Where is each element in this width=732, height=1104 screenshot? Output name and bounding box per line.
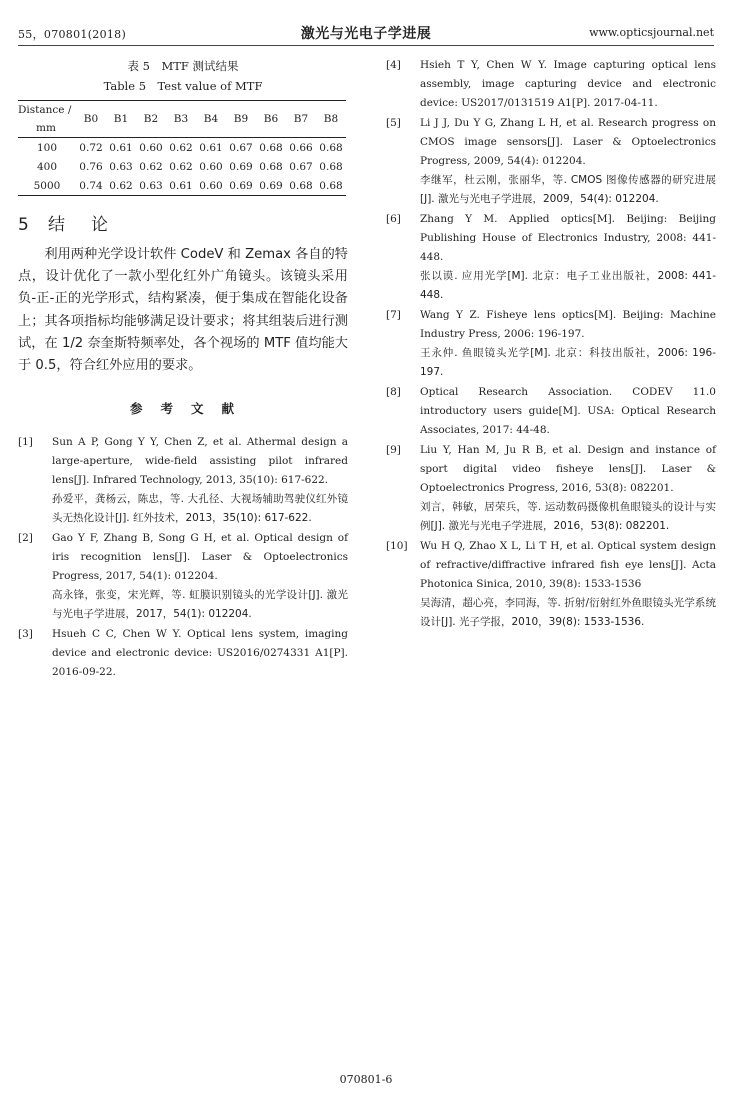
column-header-b4: B4 — [203, 113, 219, 125]
row-distance: 400 — [36, 160, 58, 173]
reference-text-cn: 张以谟. 应用光学[M]. 北京：电子工业出版社，2008: 441-448. — [420, 270, 716, 301]
reference-number: [3] — [18, 628, 33, 641]
reference-item — [386, 306, 716, 382]
table-caption-en: Table 5 Test value of MTF — [103, 79, 263, 93]
column-header-b6: B6 — [263, 113, 279, 125]
mtf-value: 0.76 — [79, 160, 103, 173]
reference-item — [18, 529, 348, 624]
mtf-value: 0.62 — [169, 160, 193, 173]
reference-item — [386, 441, 716, 536]
mtf-value: 0.68 — [319, 179, 343, 192]
reference-item — [386, 537, 716, 632]
reference-number: [7] — [386, 309, 401, 321]
reference-text-cn: 王永仲. 鱼眼镜头光学[M]. 北京：科技出版社，2006: 196-197. — [420, 347, 716, 378]
mtf-value: 0.74 — [79, 179, 103, 192]
reference-text-cn: 吴海清，超心亮，李同海，等. 折射/衍射红外鱼眼镜头光学系统设计[J]. 光子学报，2010，39(8): 1533-1536. — [420, 597, 716, 628]
table-caption-cn: 表 5 MTF 测试结果 — [127, 59, 239, 73]
column-header-b2: B2 — [143, 113, 159, 125]
reference-number: [8] — [386, 386, 401, 398]
reference-text-en: Liu Y, Han M, Ju R B, et al. Design and instance of sport digital video fisheye lens[J]. Laser & Optoelectronics Progress, 2016, 53(8): 082201. — [420, 444, 716, 494]
column-header-b1: B1 — [113, 113, 129, 125]
reference-text-en: Optical Research Association. CODEV 11.0 introductory users guide[M]. USA: Optical Research Associates, 2017: 44-48. — [420, 386, 716, 436]
references-list-right — [386, 56, 716, 632]
section-heading — [18, 212, 348, 238]
reference-number: [9] — [386, 444, 401, 456]
reference-text-en: Wang Y Z. Fisheye lens optics[M]. Beijing: Machine Industry Press, 2006: 196-197. — [420, 309, 716, 340]
table-row — [18, 176, 346, 196]
mtf-value: 0.62 — [109, 179, 133, 192]
section-title: 结论 — [48, 215, 134, 235]
mtf-value: 0.63 — [109, 160, 133, 173]
reference-text-en: Gao Y F, Zhang B, Song G H, et al. Optical design of iris recognition lens[J]. Laser & Optoelectronics Progress, 2017, 54(1): 012204. — [52, 532, 348, 583]
mtf-value: 0.62 — [169, 141, 193, 154]
mtf-value: 0.68 — [319, 160, 343, 173]
column-header-b7: B7 — [293, 113, 309, 125]
mtf-value: 0.67 — [229, 141, 253, 154]
conclusion-paragraph: 利用两种光学设计软件 CodeV 和 Zemax 各自的特点，设计优化了一款小型化红外广角镜头。该镜头采用负-正-正的光学形式，结构紧凑，便于集成在智能化设备上；其各项指标均能够满足设计要求；将其组装后进行测试，在 1/2 奈奎斯特频率处，各个视场的 MTF 值均能大于 0.5，符合红外应用的要求。 — [18, 247, 348, 374]
reference-item — [386, 383, 716, 440]
reference-text-en: Hsieh T Y, Chen W Y. Image capturing optical lens assembly, image capturing device and electronic device: US2017/0131519 A1[P]. 2017-04-11. — [420, 59, 716, 109]
mtf-value: 0.68 — [289, 179, 313, 192]
mtf-value: 0.61 — [109, 141, 133, 154]
mtf-value: 0.61 — [169, 179, 193, 192]
left-column — [18, 56, 348, 683]
table-body — [18, 138, 346, 196]
mtf-value: 0.69 — [229, 160, 253, 173]
reference-text-cn: 孙爱平，龚杨云，陈忠，等. 大孔径、大视场辅助驾驶仪红外镜头无热化设计[J]. 红外技术，2013，35(10): 617-622. — [52, 493, 348, 525]
table-row — [18, 138, 346, 158]
column-header-b3: B3 — [173, 113, 189, 125]
row-distance: 5000 — [33, 179, 61, 192]
mtf-value: 0.61 — [199, 141, 223, 154]
page-header — [18, 24, 714, 44]
section-number: 5 — [18, 215, 29, 235]
reference-number: [4] — [386, 59, 401, 71]
mtf-value: 0.62 — [139, 160, 163, 173]
reference-item — [386, 56, 716, 113]
reference-number: [1] — [18, 436, 33, 449]
table-row — [18, 157, 346, 176]
reference-number: [5] — [386, 117, 401, 129]
mtf-value: 0.69 — [259, 179, 283, 192]
mtf-value: 0.68 — [259, 160, 283, 173]
table-header-row — [18, 101, 346, 138]
mtf-table — [18, 100, 346, 196]
reference-item — [18, 625, 348, 682]
reference-number: [6] — [386, 213, 401, 225]
references-heading: 参考文献 — [129, 401, 252, 417]
reference-text-cn: 高永锋，张变，宋光辉，等. 虹膜识别镜头的光学设计[J]. 激光与光电子学进展，2017，54(1): 012204. — [52, 589, 348, 621]
mtf-value: 0.67 — [289, 160, 313, 173]
column-header-b0: B0 — [83, 113, 99, 125]
reference-number: [2] — [18, 532, 33, 545]
row-distance: 100 — [36, 141, 58, 154]
reference-number: [10] — [386, 540, 408, 552]
mtf-value: 0.68 — [259, 141, 283, 154]
reference-text-cn: 刘言，韩敏，居荣兵，等. 运动数码摄像机鱼眼镜头的设计与实例[J]. 激光与光电子学进展，2016，53(8): 082201. — [420, 501, 716, 532]
journal-url[interactable]: www.opticsjournal.net — [589, 26, 714, 39]
page-number: 070801-6 — [339, 1073, 393, 1086]
mtf-value: 0.66 — [289, 141, 313, 154]
column-header-b9: B9 — [233, 113, 249, 125]
reference-text-en: Hsueh C C, Chen W Y. Optical lens system, imaging device and electronic device: US2016/0274331 A1[P]. 2016-09-22. — [52, 628, 348, 679]
reference-text-en: Zhang Y M. Applied optics[M]. Beijing: Beijing Publishing House of Electronics Industry, 2008: 441-448. — [420, 213, 716, 263]
mtf-value: 0.69 — [229, 179, 253, 192]
mtf-value: 0.68 — [319, 141, 343, 154]
distance-header: Distance / mm — [18, 104, 72, 134]
mtf-value: 0.60 — [199, 179, 223, 192]
reference-text-en: Sun A P, Gong Y Y, Chen Z, et al. Athermal design a large-aperture, wide-field assisting pilot infrared lens[J]. Infrared Technology, 2013, 35(10): 617-622. — [52, 436, 348, 487]
mtf-value: 0.60 — [139, 141, 163, 154]
header-divider — [18, 45, 714, 46]
reference-text-en: Li J J, Du Y G, Zhang L H, et al. Research progress on CMOS image sensors[J]. Laser & Optoelectronics Progress, 2009, 54(4): 012204. — [420, 117, 716, 167]
references-list-left — [18, 433, 348, 682]
mtf-value: 0.72 — [79, 141, 103, 154]
reference-item — [18, 433, 348, 528]
column-header-b8: B8 — [323, 113, 339, 125]
right-column — [386, 56, 716, 633]
journal-title: 激光与光电子学进展 — [300, 26, 432, 42]
reference-text-en: Wu H Q, Zhao X L, Li T H, et al. Optical system design of refractive/diffractive infrared fish eye lens[J]. Acta Photonica Sinica, 2010, 39(8): 1533-1536 — [420, 540, 716, 590]
mtf-value: 0.60 — [199, 160, 223, 173]
reference-text-cn: 李继军，杜云刚，张丽华，等. CMOS 图像传感器的研究进展[J]. 激光与光电子学进展，2009，54(4): 012204. — [420, 174, 716, 205]
reference-item — [386, 210, 716, 305]
mtf-value: 0.63 — [139, 179, 163, 192]
journal-issue: 55，070801(2018) — [18, 28, 127, 41]
reference-item — [386, 114, 716, 209]
